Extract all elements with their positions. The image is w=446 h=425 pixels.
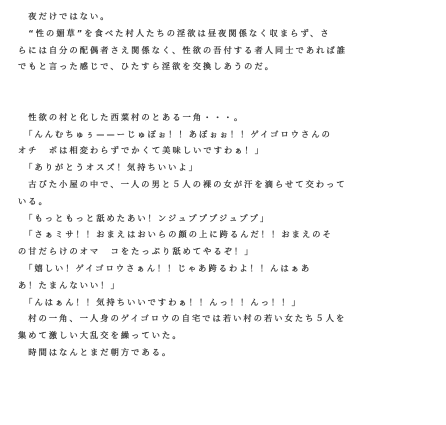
dialogue-line: 「んはぁん！！気持ちいいですわぁ！！んっ！！んっ！！」 xyxy=(18,296,302,307)
text-line: “性の媚草”を食べた村人たちの淫欲は昼夜関係なく収まらず、さ xyxy=(18,27,331,38)
dialogue-line: の甘だらけのオマ コをたっぷり舐めてやるぞ！」 xyxy=(18,246,255,257)
text-line: いる。 xyxy=(18,195,49,206)
text-line: 古びた小屋の中で、一人の男と５人の裸の女が汗を滴らせて交わって xyxy=(18,178,347,189)
paragraph-intro xyxy=(18,8,432,75)
text-line: らには自分の配偶者さえ関係なく、性欲の吾付する者人同士であれば誰 xyxy=(18,44,348,55)
text-line: 集めて激しい大乱交を繰っていた。 xyxy=(18,330,183,341)
text-line: 夜だけではない。 xyxy=(18,11,111,21)
dialogue-line: あ！たまんないい！」 xyxy=(18,279,121,290)
dialogue-line: 「んんむちゅぅ——ーじゅぽぉ！！あぼぉぉ！！ゲイゴロウさんの xyxy=(18,128,332,139)
text-line: 村の一角、一人身のゲイゴロウの自宅では若い村の若い女たち５人を xyxy=(18,313,347,324)
dialogue-line: 「嬉しい！ゲイゴロウさぁん！！じゃあ跨るわよ！！んはぁあ xyxy=(18,262,312,273)
paragraph-scene xyxy=(18,109,432,361)
dialogue-line: 「ありがとうオスズ！気持ちいいよ」 xyxy=(18,162,199,173)
dialogue-line: 「さぁミサ！！おまえはおいらの顔の上に跨るんだ！！おまえのそ xyxy=(18,229,333,240)
dialogue-line: 「もっともっと舐めたあい！ンジュプププジュププ」 xyxy=(18,212,271,223)
paragraph-spacer xyxy=(18,92,432,109)
text-line: でもと言った感じで、ひたすら淫欲を交換しあうのだ。 xyxy=(18,61,276,72)
text-line: 性欲の村と化した西菜村のとある一角・・・。 xyxy=(18,111,245,122)
text-line: 時間はなんとまだ朝方である。 xyxy=(18,346,173,357)
dialogue-line: オチ ポは相変わらずでかくて美味しいですわぁ！」 xyxy=(18,145,266,156)
paragraph-spacer xyxy=(18,75,432,92)
